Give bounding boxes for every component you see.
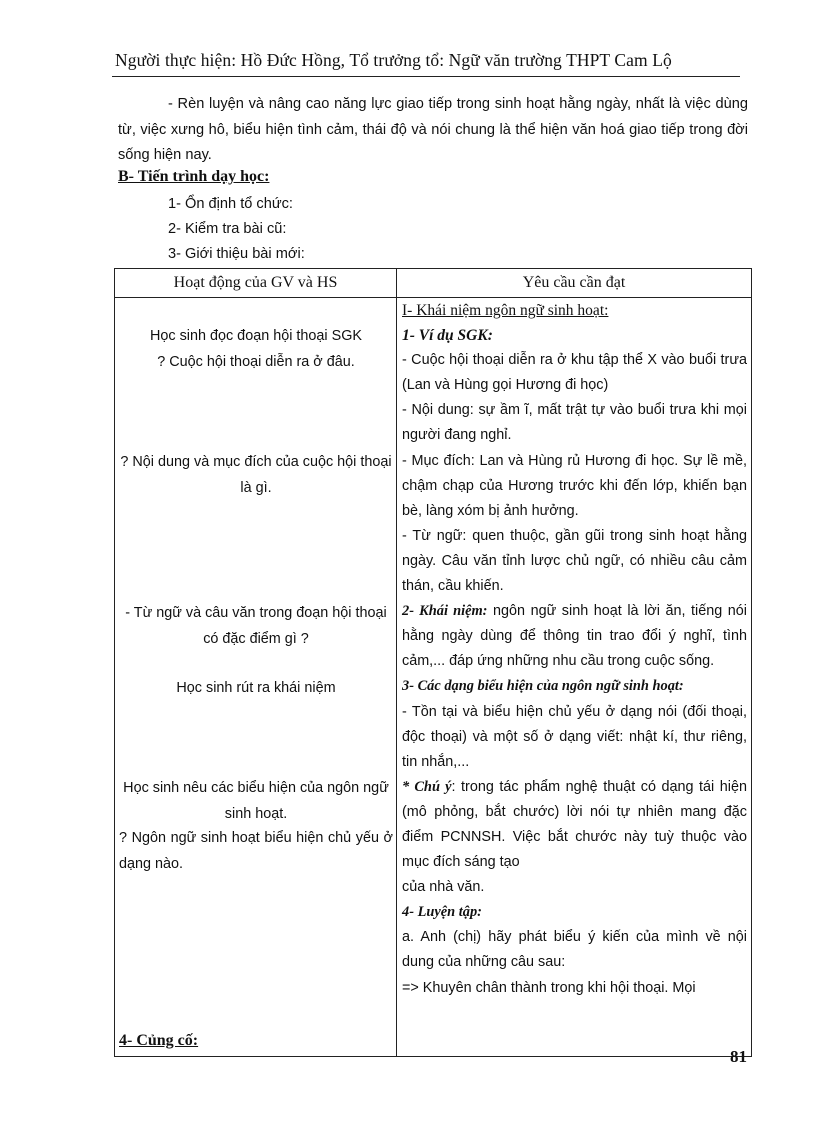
activity-item: Học sinh rút ra khái niệm <box>176 680 336 696</box>
activity-item: - Từ ngữ và câu văn trong đoạn hội thoại có đặc điểm gì ? <box>125 605 387 647</box>
content-paragraph: - Cuộc hội thoại diễn ra ở khu tập thể X vào buổi trưa (Lan và Hùng gọi Hương đi học) <box>402 352 747 394</box>
lesson-step: 1- Ổn định tổ chức: <box>168 196 293 212</box>
content-paragraph <box>402 775 747 875</box>
intro-paragraph <box>118 92 748 169</box>
header-divider <box>112 76 740 77</box>
subheading: 3- Các dạng biểu hiện của ngôn ngữ sinh hoạt: <box>402 678 684 695</box>
lesson-step: 3- Giới thiệu bài mới: <box>168 246 305 262</box>
section-heading: I- Khái niệm ngôn ngữ sinh hoạt: <box>402 302 609 319</box>
inline-label: * Chú ý <box>402 778 452 795</box>
lesson-table <box>114 268 752 1057</box>
activity-item: ? Cuộc hội thoại diễn ra ở đâu. <box>157 354 355 370</box>
activity-item: ? Nội dung và mục đích của cuộc hội thoại là gì. <box>120 454 392 496</box>
content-paragraph: - Mục đích: Lan và Hùng rủ Hương đi học. Sự lề mề, chậm chạp của Hương trước khi đến lớp, khiến bạn bè, làng xóm bị ảnh hưởng. <box>402 452 747 519</box>
page-header: Người thực hiện: Hồ Đức Hồng, Tổ trưởng tổ: Ngữ văn trường THPT Cam Lộ <box>115 50 672 70</box>
intro-text: - Rèn luyện và nâng cao năng lực giao tiếp trong sinh hoạt hằng ngày, nhất là việc dùng từ, việc xưng hô, biểu hiện tình cảm, thái độ và nói chung là thể hiện văn hoá giao tiếp trong đời sống hiện nay. <box>118 96 748 163</box>
table-row <box>115 298 752 1057</box>
inline-label: 2- Khái niệm: <box>402 603 488 620</box>
activity-heading: 4- Củng cố: <box>119 1032 199 1049</box>
content-paragraph: - Tồn tại và biểu hiện chủ yếu ở dạng nói (đối thoại, độc thoại) và một số ở dạng viết: nhật kí, thư riêng, tin nhắn,... <box>402 703 747 770</box>
inline-text: : trong tác phẩm nghệ thuật có dạng tái hiện (mô phỏng, bắt chước) lời nói tự nhiên mang đặc điểm PCNNSH. Việc bắt chước này tuỳ thuộc vào mục đích sáng tạo <box>402 778 747 871</box>
subheading: 1- Ví dụ SGK: <box>402 327 493 345</box>
content-paragraph <box>402 599 747 674</box>
lesson-step: 2- Kiểm tra bài cũ: <box>168 221 287 237</box>
table-header-row <box>115 269 752 298</box>
content-paragraph: => Khuyên chân thành trong khi hội thoại. Mọi <box>402 979 696 996</box>
lesson-steps-list <box>168 193 305 268</box>
content-paragraph: - Nội dung: sự ầm ĩ, mất trật tự vào buổi trưa khi mọi người đang nghỉ. <box>402 402 747 444</box>
activity-item: Học sinh đọc đoạn hội thoại SGK <box>150 328 362 344</box>
subheading: 4- Luyện tập: <box>402 904 482 921</box>
column-header-requirements: Yêu cầu cần đạt <box>397 269 752 298</box>
inline-text: ngôn ngữ sinh hoạt là lời ăn, tiếng nói hằng ngày dùng để thông tin trao đổi ý nghĩ, tình cảm,... đáp ứng những nhu cầu trong cuộc sống. <box>402 603 747 670</box>
content-paragraph: a. Anh (chị) hãy phát biểu ý kiến của mình về nội dung của những câu sau: <box>402 929 747 971</box>
section-title: B- Tiến trình dạy học: <box>118 168 270 185</box>
column-header-activities: Hoạt động của GV và HS <box>115 269 397 298</box>
activity-item: ? Ngôn ngữ sinh hoạt biểu hiện chủ yếu ở dạng nào. <box>119 830 393 872</box>
activity-item: Học sinh nêu các biểu hiện của ngôn ngữ sinh hoạt. <box>123 780 389 822</box>
requirements-cell <box>397 298 752 1057</box>
content-paragraph: của nhà văn. <box>402 879 485 896</box>
activities-cell <box>115 298 397 1057</box>
page-number: 81 <box>730 1047 747 1066</box>
content-paragraph: - Từ ngữ: quen thuộc, gần gũi trong sinh hoạt hằng ngày. Câu văn tỉnh lược chủ ngữ, có nhiều câu cảm thán, cầu khiến. <box>402 527 747 595</box>
